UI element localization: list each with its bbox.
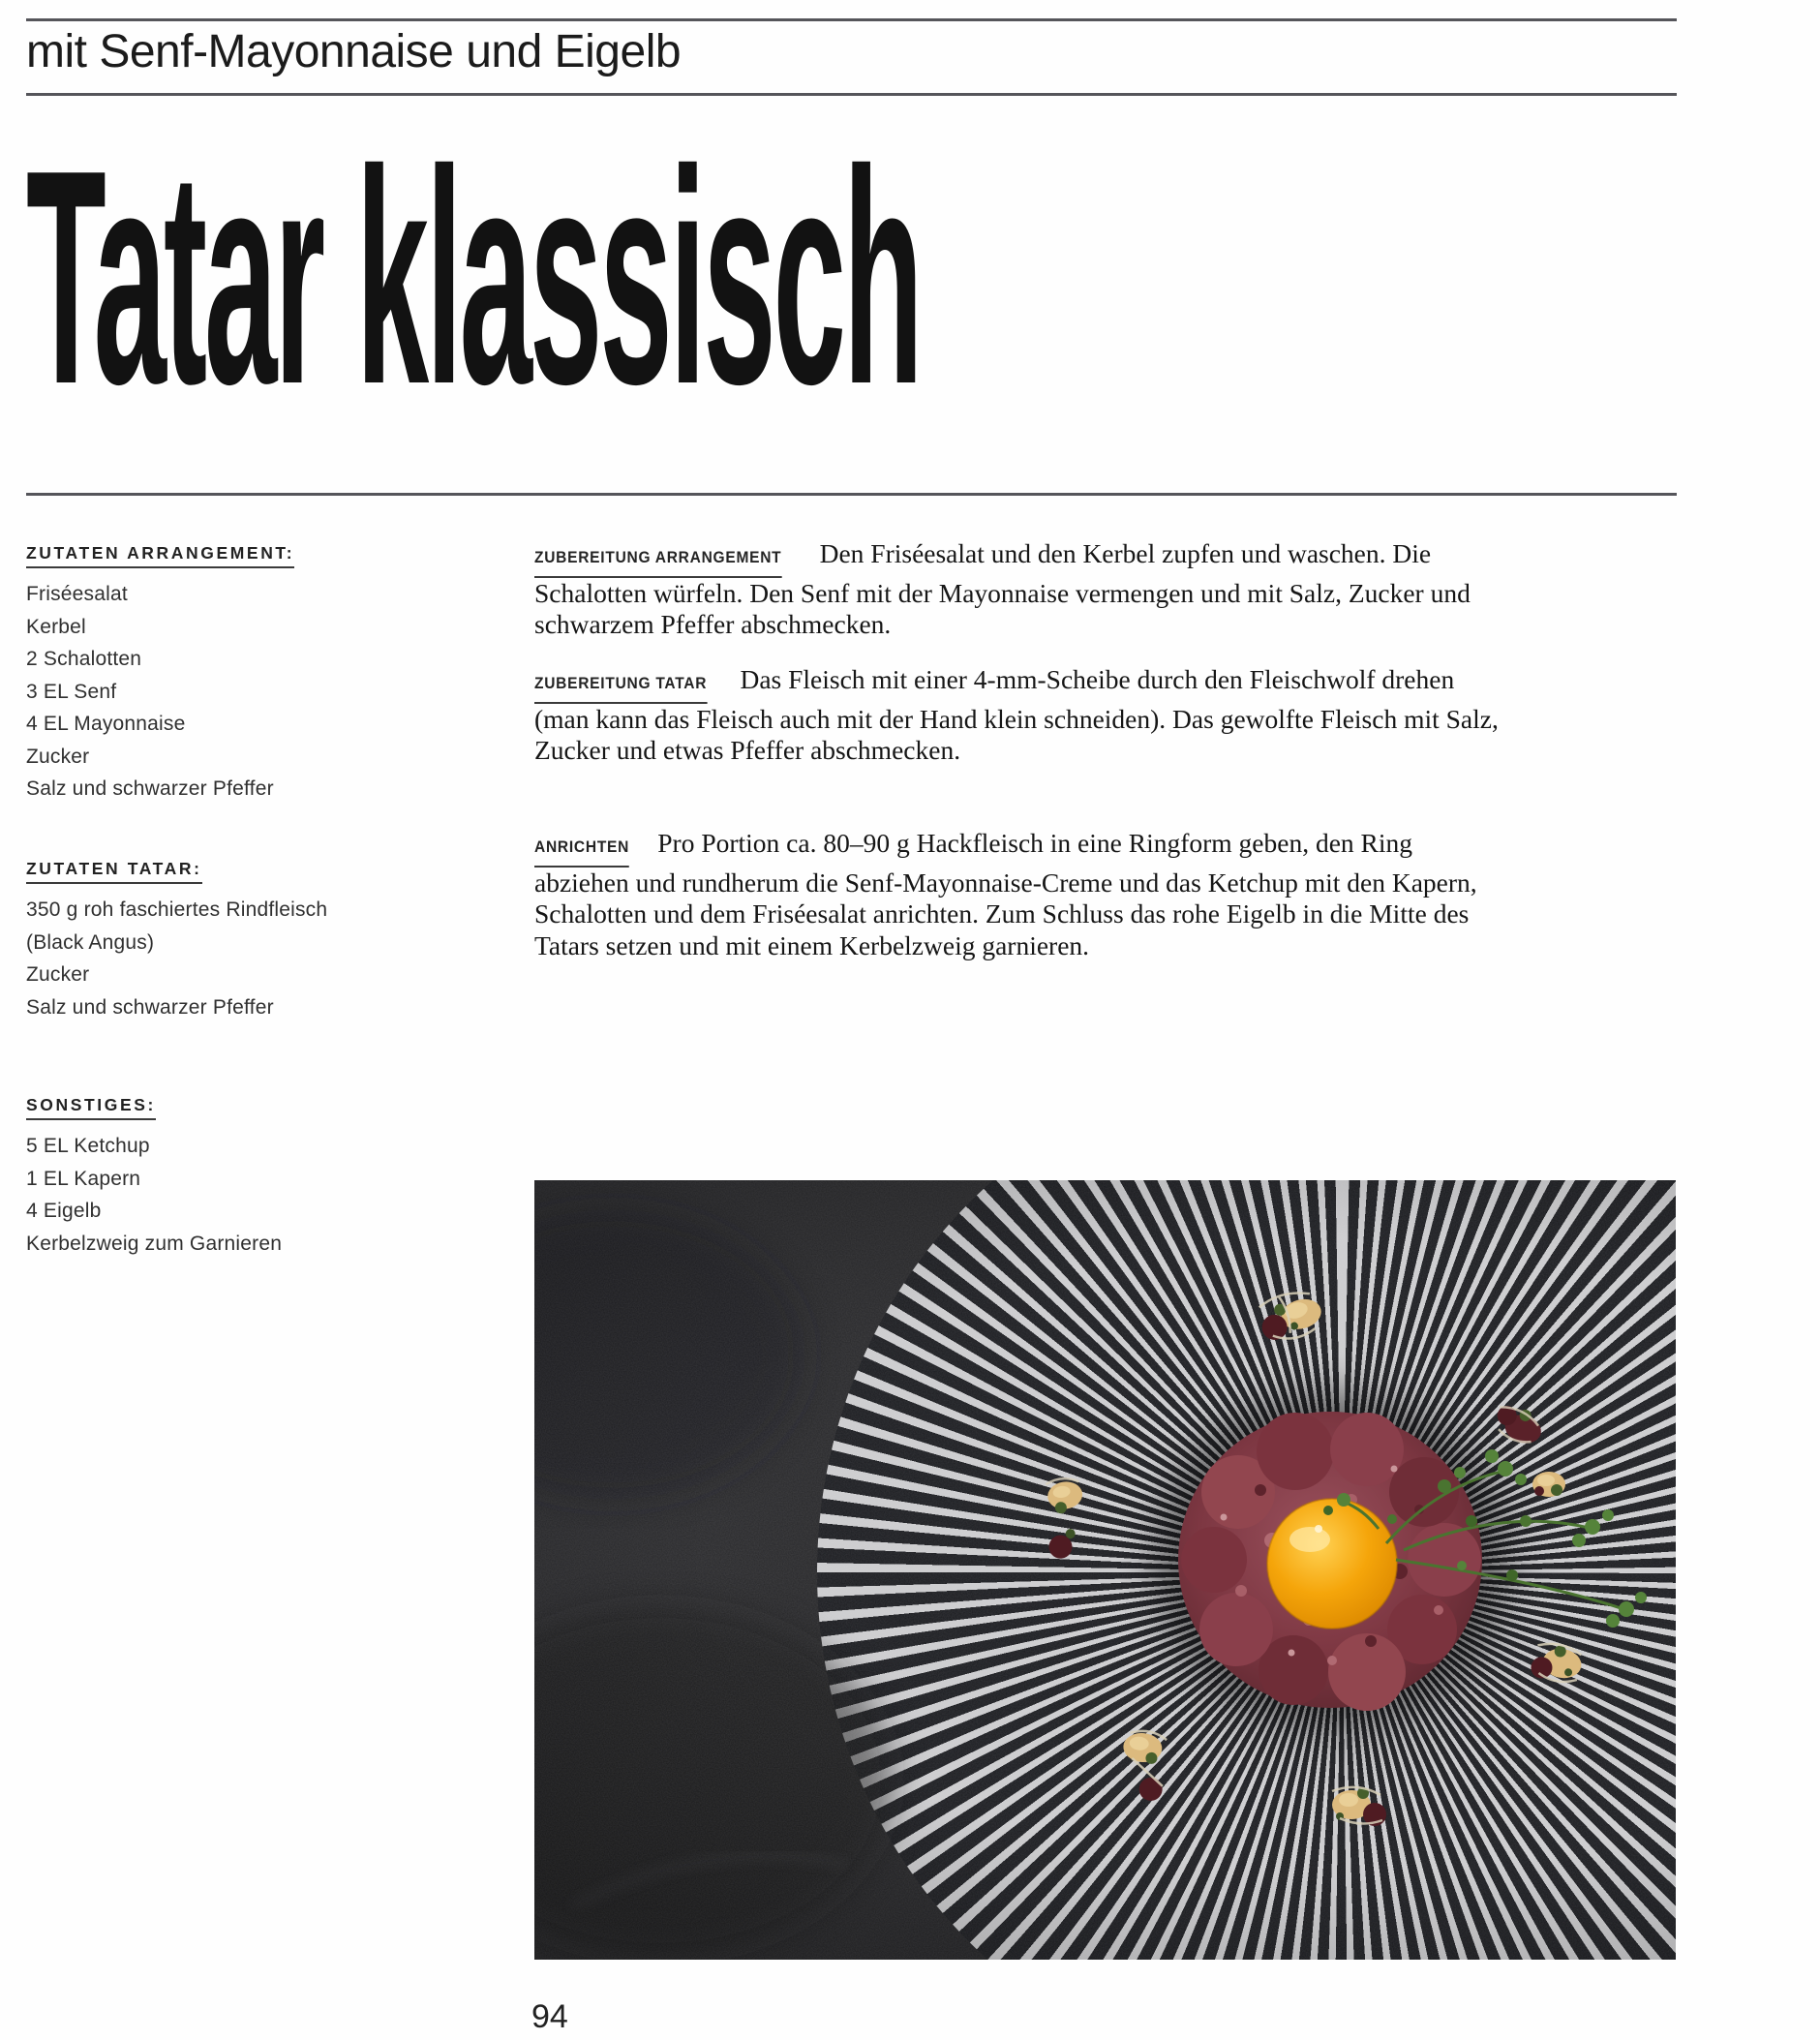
instruction-text: Das Fleisch mit einer 4-mm-Scheibe durch den Fleischwolf drehen (man kann das Fleisch auch mit der Hand klein schneiden). Das gewolfte Fleisch mit Salz, Zucker und etwas Pfeffer abschmecken. (534, 664, 1499, 765)
ingredient-item: Zucker (26, 745, 90, 768)
ingredient-list (26, 894, 481, 1023)
instruction-label: ZUBEREITUNG TATAR (534, 668, 707, 704)
ingredient-item: 5 EL Ketchup (26, 1135, 150, 1157)
recipe-subtitle: mit Senf-Mayonnaise und Eigelb (26, 26, 682, 77)
ingredient-item: 1 EL Kapern (26, 1167, 141, 1190)
ingredient-item: 2 Schalotten (26, 648, 142, 670)
ingredients-section-sonstiges (26, 1096, 481, 1260)
instruction-label: ZUBEREITUNG ARRANGEMENT (534, 542, 781, 578)
recipe-title: Tatar klassisch (26, 107, 921, 447)
ingredient-item: Friséesalat (26, 583, 128, 605)
ingredient-item: 3 EL Senf (26, 680, 117, 703)
instruction-paragraph-anrichten (534, 828, 1502, 961)
top-rule (26, 18, 1677, 21)
ingredient-item: 4 Eigelb (26, 1200, 102, 1222)
instruction-text: Den Friséesalat und den Kerbel zupfen und waschen. Die Schalotten würfeln. Den Senf mit der Mayonnaise vermengen und mit Salz, Zucker und schwarzem Pfeffer abschmecken. (534, 538, 1471, 639)
instruction-paragraph-arrangement (534, 538, 1502, 641)
page-number: 94 (531, 1998, 568, 2035)
ingredients-section-tatar (26, 860, 481, 1023)
section-heading: SONSTIGES: (26, 1096, 156, 1120)
instruction-label: ANRICHTEN (534, 832, 629, 868)
dish-photo (534, 1180, 1676, 1960)
ingredient-item: Salz und schwarzer Pfeffer (26, 995, 274, 1019)
ingredient-item: Salz und schwarzer Pfeffer (26, 777, 274, 800)
ingredient-list (26, 1130, 481, 1260)
photo-vignette (534, 1180, 1676, 1960)
instruction-text: Pro Portion ca. 80–90 g Hackfleisch in eine Ringform geben, den Ring abziehen und rundherum die Senf-Mayonnaise-Creme und das Ketchup mit den Kapern, Schalotten und dem Friséesalat anrichten. Zum Schluss das rohe Eigelb in die Mitte des Tatars setzen und mit einem Kerbelzweig garnieren. (534, 828, 1477, 960)
ingredient-item: Kerbelzweig zum Garnieren (26, 1232, 283, 1255)
ingredient-item: (Black Angus) (26, 930, 155, 954)
ingredient-item: 4 EL Mayonnaise (26, 713, 186, 735)
content-divider-rule (26, 493, 1677, 496)
section-heading: ZUTATEN ARRANGEMENT: (26, 544, 294, 568)
ingredient-item: Kerbel (26, 615, 86, 638)
subtitle-rule (26, 93, 1677, 96)
ingredient-item: 350 g roh faschiertes Rindfleisch (26, 898, 328, 921)
section-heading: ZUTATEN TATAR: (26, 860, 202, 884)
instruction-paragraph-tatar (534, 664, 1502, 767)
ingredient-item: Zucker (26, 963, 90, 986)
ingredient-list (26, 578, 481, 806)
ingredients-section-arrangement (26, 544, 481, 806)
